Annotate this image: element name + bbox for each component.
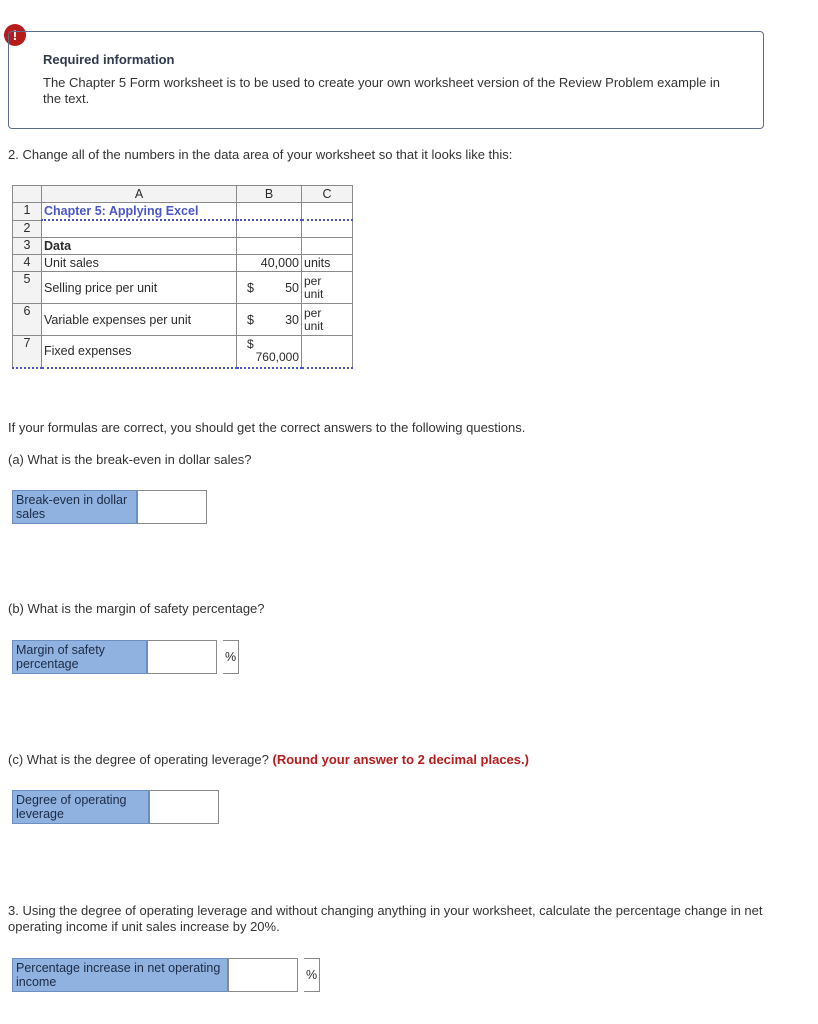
unit-sales-label-cell: Unit sales (42, 255, 237, 272)
fixed-label-cell: Fixed expenses (42, 336, 237, 368)
alert-icon: ! (4, 24, 26, 46)
row-header-2: 2 (13, 220, 42, 238)
cell-a2 (42, 220, 237, 238)
col-header-b: B (237, 186, 302, 203)
price-unit-line-1: per (304, 273, 322, 288)
col-header-c: C (302, 186, 353, 203)
price-unit-cell (302, 272, 353, 304)
var-label-cell: Variable expenses per unit (42, 304, 237, 336)
spreadsheet (12, 185, 353, 369)
sheet-title-cell: Chapter 5: Applying Excel (42, 203, 237, 221)
data-label-cell: Data (42, 238, 237, 255)
row-header-3: 3 (13, 238, 42, 255)
row-header-7: 7 (13, 336, 42, 368)
fixed-value: 760,000 (255, 350, 299, 365)
var-unit-line-2: unit (304, 318, 324, 333)
var-unit-cell (302, 304, 353, 336)
required-info-title: Required information (43, 52, 175, 67)
degree-of-operating-leverage-input[interactable] (149, 790, 219, 824)
cell-c1 (302, 203, 353, 221)
break-even-dollar-sales-input[interactable] (137, 490, 207, 524)
var-value: 30 (285, 312, 299, 327)
question-3-text: 3. Using the degree of operating leverage and without changing anything in your worksheet, calculate the percentage change in net operating income if unit sales increase by 20%. (8, 903, 763, 934)
answer-c-row (12, 790, 219, 824)
col-header-a: A (42, 186, 237, 203)
required-info-box (8, 31, 764, 129)
row-header-6: 6 (13, 304, 42, 336)
percentage-increase-noi-input[interactable] (228, 958, 298, 992)
question-2-text: 2. Change all of the numbers in the data area of your worksheet so that it looks like this: (8, 147, 513, 162)
row-header-1: 1 (13, 203, 42, 221)
cell-c7 (302, 336, 353, 368)
answer-c-label: Degree of operating leverage (12, 790, 149, 824)
var-dollar: $ (247, 312, 254, 327)
question-c-main: (c) What is the degree of operating leverage? (8, 752, 269, 767)
cell-c3 (302, 238, 353, 255)
unit-sales-value-cell: 40,000 (237, 255, 302, 272)
answer-a-label: Break-even in dollar sales (12, 490, 137, 524)
required-info-text: The Chapter 5 Form worksheet is to be used to create your own worksheet version of the Review Problem example in the text. (43, 75, 721, 106)
question-b-text: (b) What is the margin of safety percentage? (8, 601, 265, 616)
var-value-cell (237, 304, 302, 336)
fixed-dollar: $ (247, 337, 254, 352)
answer-3-row (12, 958, 320, 992)
price-value: 50 (285, 280, 299, 295)
sheet-corner (13, 186, 42, 203)
question-c-instruction: (Round your answer to 2 decimal places.) (272, 752, 529, 767)
answer-3-label: Percentage increase in net operating income (12, 958, 228, 992)
cell-b3 (237, 238, 302, 255)
answer-b-label: Margin of safety percentage (12, 640, 147, 674)
formulas-note: If your formulas are correct, you should get the correct answers to the following questions. (8, 420, 526, 435)
row-header-5: 5 (13, 272, 42, 304)
price-dollar: $ (247, 280, 254, 295)
answer-a-row (12, 490, 207, 524)
row-header-4: 4 (13, 255, 42, 272)
price-unit-line-2: unit (304, 286, 324, 301)
price-value-cell (237, 272, 302, 304)
fixed-value-cell (237, 336, 302, 368)
answer-3-percent-unit: % (304, 958, 320, 992)
question-c-text (8, 752, 529, 768)
answer-b-row (12, 640, 239, 674)
cell-b1 (237, 203, 302, 221)
cell-c2 (302, 220, 353, 238)
question-a-text: (a) What is the break-even in dollar sales? (8, 452, 252, 467)
margin-of-safety-input[interactable] (147, 640, 217, 674)
price-label-cell: Selling price per unit (42, 272, 237, 304)
cell-b2 (237, 220, 302, 238)
unit-sales-unit-cell: units (302, 255, 353, 272)
var-unit-line-1: per (304, 305, 322, 320)
answer-b-percent-unit: % (223, 640, 239, 674)
